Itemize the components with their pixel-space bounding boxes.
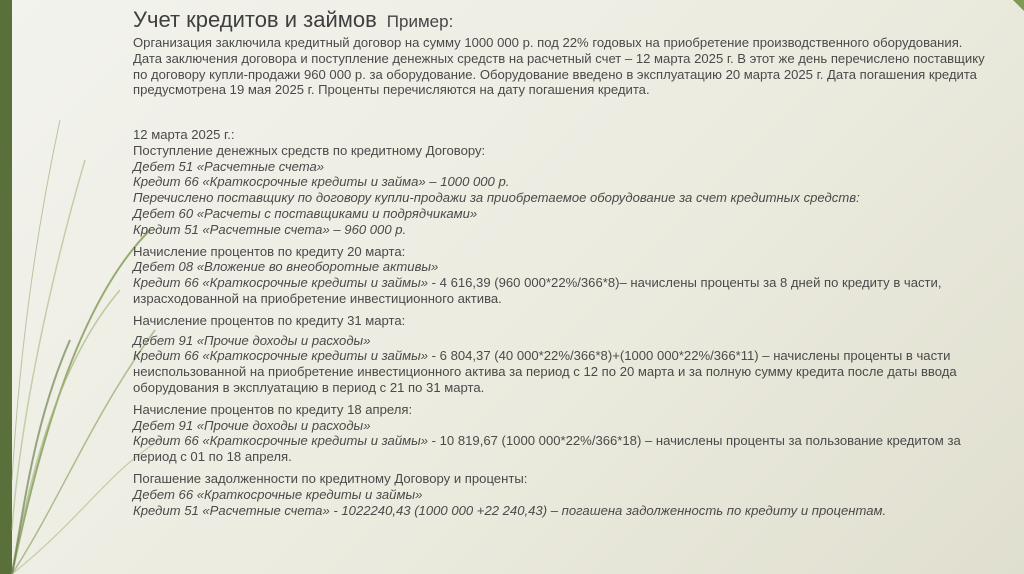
entry-caption-2: Перечислено поставщику по договору купли-продажи за приобретаемое оборудование за счет кредитных средств:: [133, 190, 860, 206]
entry-block-5: [133, 471, 993, 518]
entry-date: 12 марта 2025 г.:: [133, 127, 235, 142]
entry-caption: Начисление процентов по кредиту 20 марта:: [133, 243, 406, 259]
entry-credit-detail: - 10 819,67 (1000 000*22%/366*18) – начислены проценты за пользование кредитом за период с 01 по 18 апреля.: [133, 433, 961, 465]
entry-debit: Дебет 51 «Расчетные счета»: [133, 158, 325, 174]
slide-title: [133, 7, 453, 33]
entry-caption: Начисление процентов по кредиту 18 апреля:: [133, 401, 413, 417]
entry-block-4: [133, 402, 993, 465]
entry-credit-account: Кредит 66 «Краткосрочные кредиты и займы»: [133, 348, 429, 364]
entries-body: [133, 127, 993, 524]
entry-credit: [133, 348, 993, 395]
entry-credit-account: Кредит 66 «Краткосрочные кредиты и займы»: [133, 433, 429, 449]
entry-credit: Кредит 51 «Расчетные счета» - 1022240,43 (1000 000 +22 240,43) – погашена задолженность по кредиту и процентам.: [133, 502, 887, 518]
entry-credit-detail: - 4 616,39 (960 000*22%/366*8)– начислены проценты за 8 дней по кредиту в части, израсходованной на приобретение инвестиционного актива.: [133, 275, 942, 306]
entry-block-2: [133, 244, 993, 307]
entry-credit: Кредит 66 «Краткосрочные кредиты и займа» – 1000 000 р.: [133, 174, 510, 190]
slide-content: [133, 0, 993, 574]
corner-triangle: [1013, 0, 1024, 11]
entry-debit: Дебет 91 «Прочие доходы и расходы»: [133, 332, 371, 348]
entry-credit: [133, 275, 993, 307]
entry-caption: Поступление денежных средств по кредитному Договору:: [133, 142, 486, 158]
intro-paragraph: Организация заключила кредитный договор на сумму 1000 000 р. под 22% годовых на приобретение производственного оборудования. Дата заключения договора и поступление денежных средств на расчетный счет – 12 марта 2025 г. В этот же день перечислено поставщику по договору купли-продажи 960 000 р. за оборудование. Оборудование введено в эксплуатацию 20 марта 2025 г. Дата погашения кредита предусмотрена 19 мая 2025 г. Проценты перечисляются на дату погашения кредита.: [133, 35, 985, 98]
side-accent-bar: [0, 0, 12, 574]
entry-block-3: [133, 333, 993, 396]
entry-caption: Начисление процентов по кредиту 31 марта:: [133, 312, 406, 328]
entry-credit: [133, 433, 993, 465]
title-subtitle: Пример:: [386, 12, 454, 31]
entry-debit: Дебет 91 «Прочие доходы и расходы»: [133, 417, 371, 433]
entry-debit: Дебет 08 «Вложение во внеоборотные активы»: [133, 259, 439, 275]
entry-credit-account: Кредит 66 «Краткосрочные кредиты и займы»: [133, 275, 429, 291]
entry-debit: Дебет 66 «Краткосрочные кредиты и займы»: [133, 486, 423, 502]
entry-credit-2: Кредит 51 «Расчетные счета» – 960 000 р.: [133, 221, 407, 237]
entry-block-3-caption: [133, 313, 993, 329]
entry-debit-2: Дебет 60 «Расчеты с поставщиками и подрядчиками»: [133, 205, 478, 221]
title-text: Учет кредитов и займов: [133, 7, 377, 32]
entry-caption: Погашение задолженности по кредитному Договору и проценты:: [133, 470, 528, 486]
entry-block-1: [133, 127, 993, 238]
entry-credit-detail: - 6 804,37 (40 000*22%/366*8)+(1000 000*22%/366*11) – начислены проценты в части неиспользованной на приобретение инвестиционного актива за период с 12 по 20 марта и за полную сумму кредита после даты ввода оборудования в эксплуатацию в период с 21 по 31 марта.: [133, 348, 957, 395]
